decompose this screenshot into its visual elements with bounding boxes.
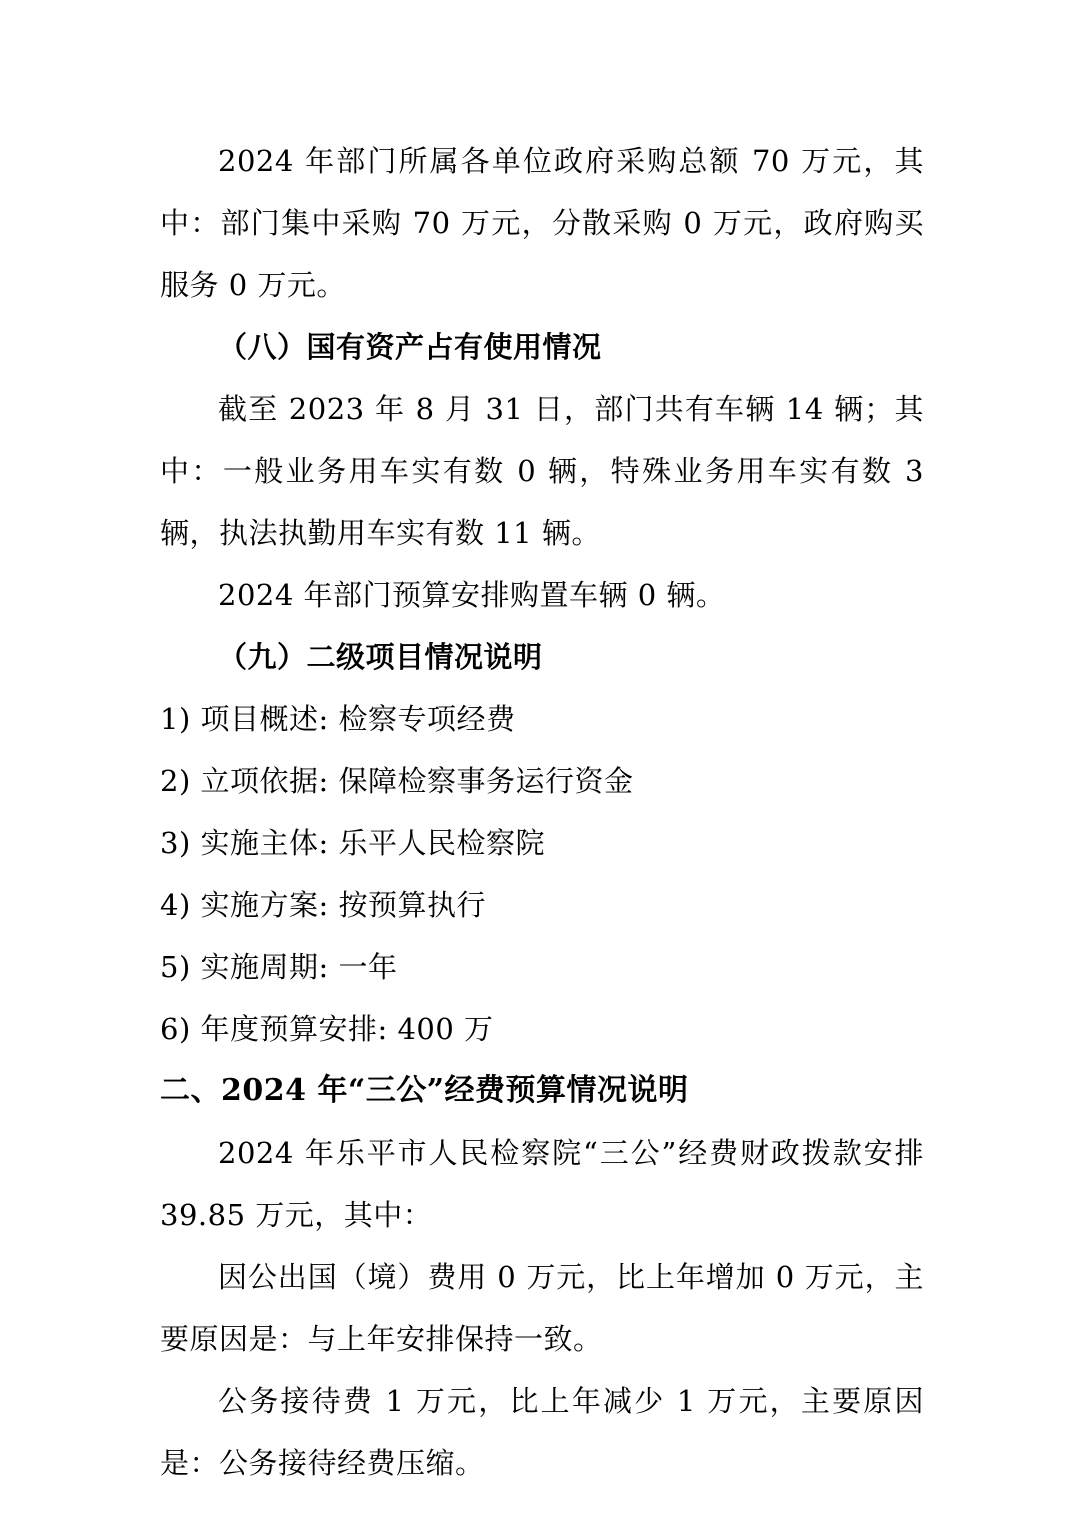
paragraph-official-reception: 公务接待费 1 万元，比上年减少 1 万元，主要原因是：公务接待经费压缩。 [160,1384,924,1480]
paragraph-procurement-total: 2024 年部门所属各单位政府采购总额 70 万元，其中：部门集中采购 70 万元，分散采购 0 万元，政府购买服务 0 万元。 [160,144,924,302]
heading-section-eight: （八）国有资产占有使用情况 [218,330,602,364]
list-item-project-cycle: 5) 实施周期: 一年 [160,950,398,984]
paragraph-overseas-travel: 因公出国（境）费用 0 万元，比上年增加 0 万元，主要原因是：与上年安排保持一致。 [160,1260,924,1356]
document-body [160,130,924,1494]
heading-section-two: 二、2024 年“三公”经费预算情况说明 [160,1073,689,1108]
heading-section-nine: （九）二级项目情况说明 [218,640,543,674]
list-item-project-budget: 6) 年度预算安排: 400 万 [160,1012,494,1046]
list-item-project-basis: 2) 立项依据: 保障检察事务运行资金 [160,764,634,798]
paragraph-vehicle-purchase-plan: 2024 年部门预算安排购置车辆 0 辆。 [218,578,726,612]
list-item-project-overview: 1) 项目概述: 检察专项经费 [160,702,516,736]
paragraph-sangong-total: 2024 年乐平市人民检察院“三公”经费财政拨款安排 39.85 万元，其中： [160,1136,924,1232]
list-item-project-entity: 3) 实施主体: 乐平人民检察院 [160,826,545,860]
list-item-project-plan: 4) 实施方案: 按预算执行 [160,888,486,922]
paragraph-vehicles-owned: 截至 2023 年 8 月 31 日，部门共有车辆 14 辆；其中：一般业务用车实有数 0 辆，特殊业务用车实有数 3 辆，执法执勤用车实有数 11 辆。 [160,392,924,550]
